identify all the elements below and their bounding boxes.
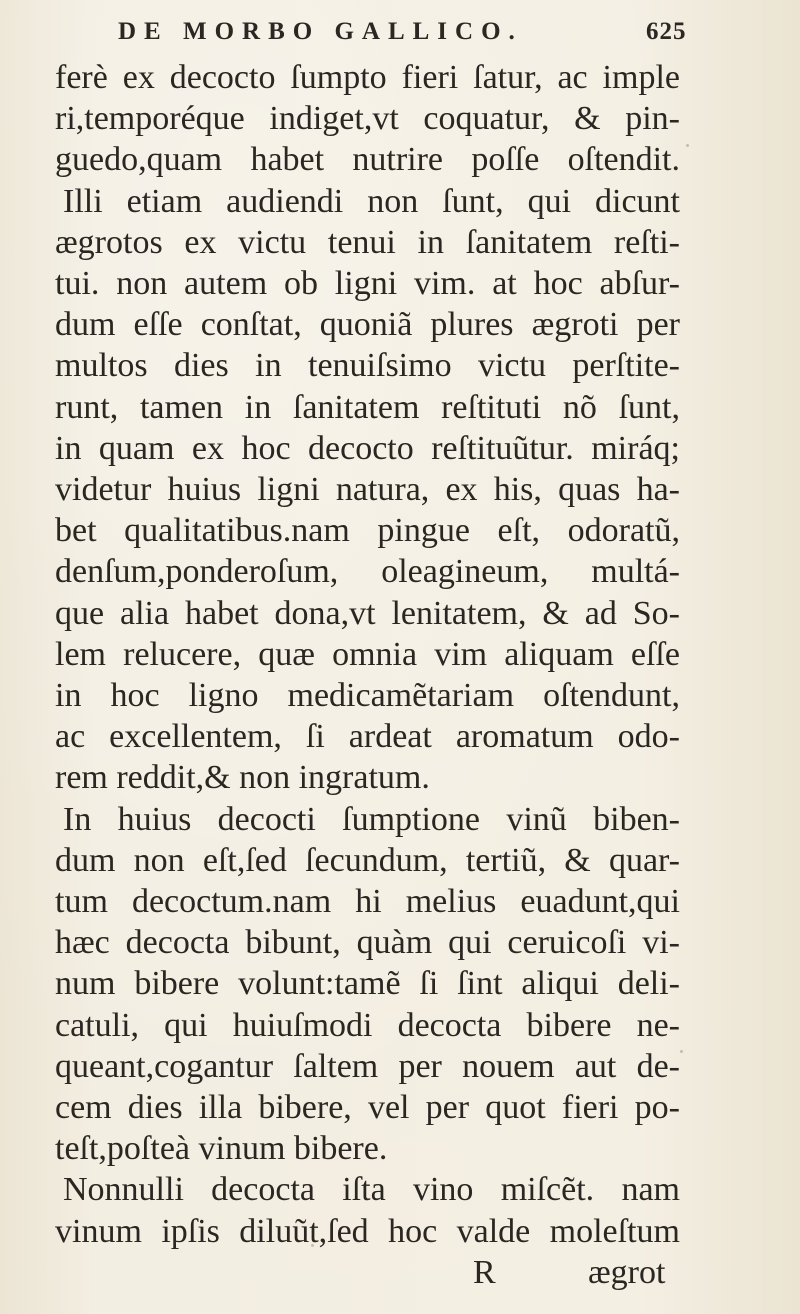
text-line: cem dies illa bibere, vel per quot fieri po- bbox=[55, 1089, 680, 1126]
text-line: ferè ex decocto ſumpto fieri ſatur, ac imple bbox=[55, 59, 680, 96]
text-line: vinum ipſis diluũt,ſed hoc valde moleſtum bbox=[55, 1212, 680, 1250]
paper-speck bbox=[311, 1244, 314, 1247]
catch-line bbox=[55, 1251, 680, 1295]
text-line: ri,temporéque indiget,vt coquatur, & pin- bbox=[55, 100, 680, 138]
catchword: ægrot bbox=[588, 1253, 666, 1291]
page-number: 625 bbox=[646, 18, 687, 45]
text-line: num bibere volunt:tamẽ ſi ſint aliqui deli- bbox=[55, 965, 680, 1003]
text-line: Illi etiam audiendi non ſunt, qui dicunt bbox=[63, 182, 680, 220]
text-line: guedo,quam habet nutrire poſſe oſtendit. bbox=[55, 141, 680, 179]
text-line: in quam ex hoc decocto reſtituũtur. miráq; bbox=[55, 429, 680, 467]
text-line: in hoc ligno medicamẽtariam oſtendunt, bbox=[55, 677, 680, 714]
text-line: ac excellentem, ſi ardeat aromatum odo- bbox=[55, 718, 680, 756]
text-line: runt, tamen in ſanitatem reſtituti nõ ſunt, bbox=[55, 388, 680, 426]
text-line: In huius decocti ſumptione vinũ biben- bbox=[63, 800, 680, 838]
text-line: dum non eſt,ſed ſecundum, tertiũ, & quar- bbox=[55, 841, 680, 879]
text-line: rem reddit,& non ingratum. bbox=[55, 759, 430, 797]
text-line: queant,cogantur ſaltem per nouem aut de- bbox=[55, 1047, 680, 1085]
text-line: lem relucere, quæ omnia vim aliquam eſſe bbox=[55, 635, 680, 673]
paper-speck bbox=[680, 1050, 683, 1053]
text-line: dum eſſe conſtat, quoniã plures ægroti per bbox=[55, 306, 680, 344]
text-line: denſum,ponderoſum, oleagineum, multá- bbox=[55, 553, 680, 591]
text-line: tum decoctum.nam hi melius euadunt,qui bbox=[55, 883, 680, 920]
text-line: videtur huius ligni natura, ex his, quas ha- bbox=[55, 471, 680, 508]
text-line: que alia habet dona,vt lenitatem, & ad So- bbox=[55, 594, 680, 632]
text-line: multos dies in tenuiſsimo victu perſtite- bbox=[55, 347, 680, 385]
running-head bbox=[118, 18, 687, 52]
text-line: catuli, qui huiuſmodi decocta bibere ne- bbox=[55, 1006, 680, 1044]
paper-speck bbox=[686, 144, 689, 147]
text-line: teſt,poſteà vinum bibere. bbox=[55, 1130, 388, 1168]
running-title: DE MORBO GALLICO. bbox=[118, 18, 523, 45]
text-line: bet qualitatibus.nam pingue eſt, odoratũ, bbox=[55, 512, 680, 550]
text-line: ægrotos ex victu tenui in ſanitatem reſti- bbox=[55, 223, 680, 261]
text-line: hæc decocta bibunt, quàm qui ceruicoſi vi- bbox=[55, 924, 680, 962]
text-line: tui. non autem ob ligni vim. at hoc abſur- bbox=[55, 265, 680, 302]
text-line: Nonnulli decocta iſta vino miſcẽt. nam bbox=[63, 1171, 680, 1209]
signature-mark: R bbox=[473, 1253, 496, 1291]
